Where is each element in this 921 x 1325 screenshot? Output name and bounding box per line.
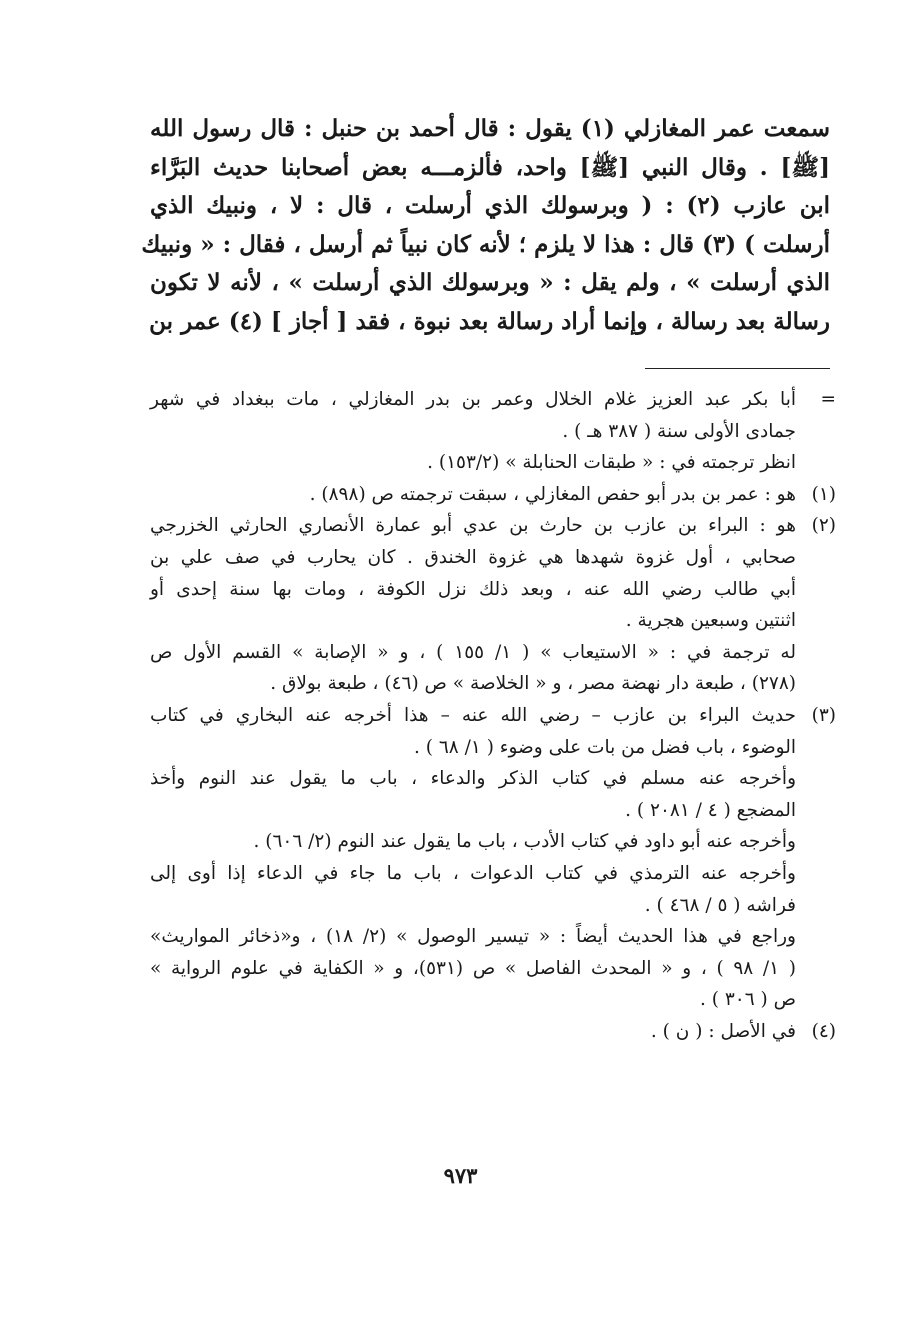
footnote <box>150 479 836 511</box>
footnotes <box>150 384 836 1047</box>
footnote-body <box>150 384 796 479</box>
footnote <box>150 1016 836 1048</box>
main-text-line: أرسلت ) (٣) قال : هذا لا يلزم ؛ لأنه كان نبياً ثم أرسل ، فقال : « ونبيك <box>141 230 830 258</box>
footnote-marker: (٣) <box>811 704 836 726</box>
footnote-line: وأخرجه عنه مسلم في كتاب الذكر والدعاء ، باب ما يقول عند النوم وأخذ <box>150 768 796 790</box>
footnote-line: هو : البراء بن عازب بن حارث بن عدي أبو عمارة الأنصاري الحارثي الخزرجي <box>150 515 796 537</box>
footnote-line: اثنتين وسبعين هجرية . <box>625 610 796 632</box>
footnote-marker: (١) <box>811 483 836 505</box>
main-text-line: سمعت عمر المغازلي (١) يقول : قال أحمد بن حنبل : قال رسول الله <box>150 115 830 142</box>
footnote-body <box>150 700 796 1016</box>
footnote <box>150 510 836 700</box>
footnote-line: ( ١/ ٩٨ ) ، و « المحدث الفاصل » ص (٥٣١)، و « الكفاية في علوم الرواية » <box>150 957 797 979</box>
footnote-line: له ترجمة في : « الاستيعاب » ( ١/ ١٥٥ ) ، و « الإصابة » القسم الأول ص <box>150 641 796 663</box>
main-text-line: [ﷺ] . وقال النبي [ﷺ] واحد، فألزمـــه بعض أصحابنا حديث البَرَّاء <box>150 153 830 181</box>
footnote-line: وأخرجه عنه الترمذي في كتاب الدعوات ، باب ما جاء في الدعاء إذا أوى إلى <box>150 862 796 884</box>
main-text-line: ابن عازب (٢) : ( وبرسولك الذي أرسلت ، قال : لا ، ونبيك الذي <box>150 192 830 219</box>
footnote-line: صحابي ، أول غزوة شهدها هي غزوة الخندق . كان يحارب في صف علي بن <box>150 546 796 568</box>
footnote-separator <box>645 368 830 369</box>
footnote-line: أبا بكر عبد العزيز غلام الخلال وعمر بن بدر المغازلي ، مات ببغداد في شهر <box>150 389 796 410</box>
footnote-line: فراشه ( ٥ / ٤٦٨ ) . <box>644 894 796 916</box>
footnote-marker: (٢) <box>811 515 836 537</box>
main-text-line: رسالة بعد رسالة ، وإنما أراد رسالة بعد نبوة ، فقد [ أجاز ] (٤) عمر بن <box>149 307 830 335</box>
footnote-line: المضجع ( ٤ / ٢٠٨١ ) . <box>625 799 796 821</box>
footnote-marker: = <box>820 389 836 410</box>
footnote-line: ص ( ٣٠٦ ) . <box>699 989 796 1011</box>
footnote-body <box>150 510 796 700</box>
footnote <box>150 700 836 1016</box>
footnote-line: جمادى الأولى سنة ( ٣٨٧ هـ ) . <box>562 420 796 442</box>
footnote-line: أبي طالب رضي الله عنه ، وبعد ذلك نزل الكوفة ، ومات بها سنة إحدى أو <box>150 578 796 600</box>
main-text <box>141 110 830 341</box>
footnote-line: حديث البراء بن عازب – رضي الله عنه – هذا أخرجه عنه البخاري في كتاب <box>150 704 796 726</box>
footnote-line: الوضوء ، باب فضل من بات على وضوء ( ١/ ٦٨ ) . <box>414 736 796 758</box>
footnote <box>150 384 836 479</box>
footnote-body <box>150 1016 796 1048</box>
footnote-line: (٢٧٨) ، طبعة دار نهضة مصر ، و « الخلاصة » ص (٤٦) ، طبعة بولاق . <box>270 673 796 695</box>
footnote-line: انظر ترجمته في : « طبقات الحنابلة » (١٥٣/٢) . <box>427 452 796 474</box>
footnote-line: وأخرجه عنه أبو داود في كتاب الأدب ، باب ما يقول عند النوم (٢/ ٦٠٦) . <box>253 831 796 853</box>
page-number: ٩٧٣ <box>443 1163 478 1188</box>
footnote-line: في الأصل : ( ن ) . <box>650 1020 796 1042</box>
main-text-line: الذي أرسلت » ، ولم يقل : « وبرسولك الذي أرسلت » ، لأنه لا تكون <box>150 269 830 296</box>
footnote-line: هو : عمر بن بدر أبو حفص المغازلي ، سبقت ترجمته ص (٨٩٨) . <box>309 483 796 505</box>
footnote-body <box>150 479 796 511</box>
footnote-line: وراجع في هذا الحديث أيضاً : « تيسير الوصول » (٢/ ١٨) ، و«ذخائر المواريث» <box>150 926 796 948</box>
footnote-marker: (٤) <box>811 1020 836 1042</box>
